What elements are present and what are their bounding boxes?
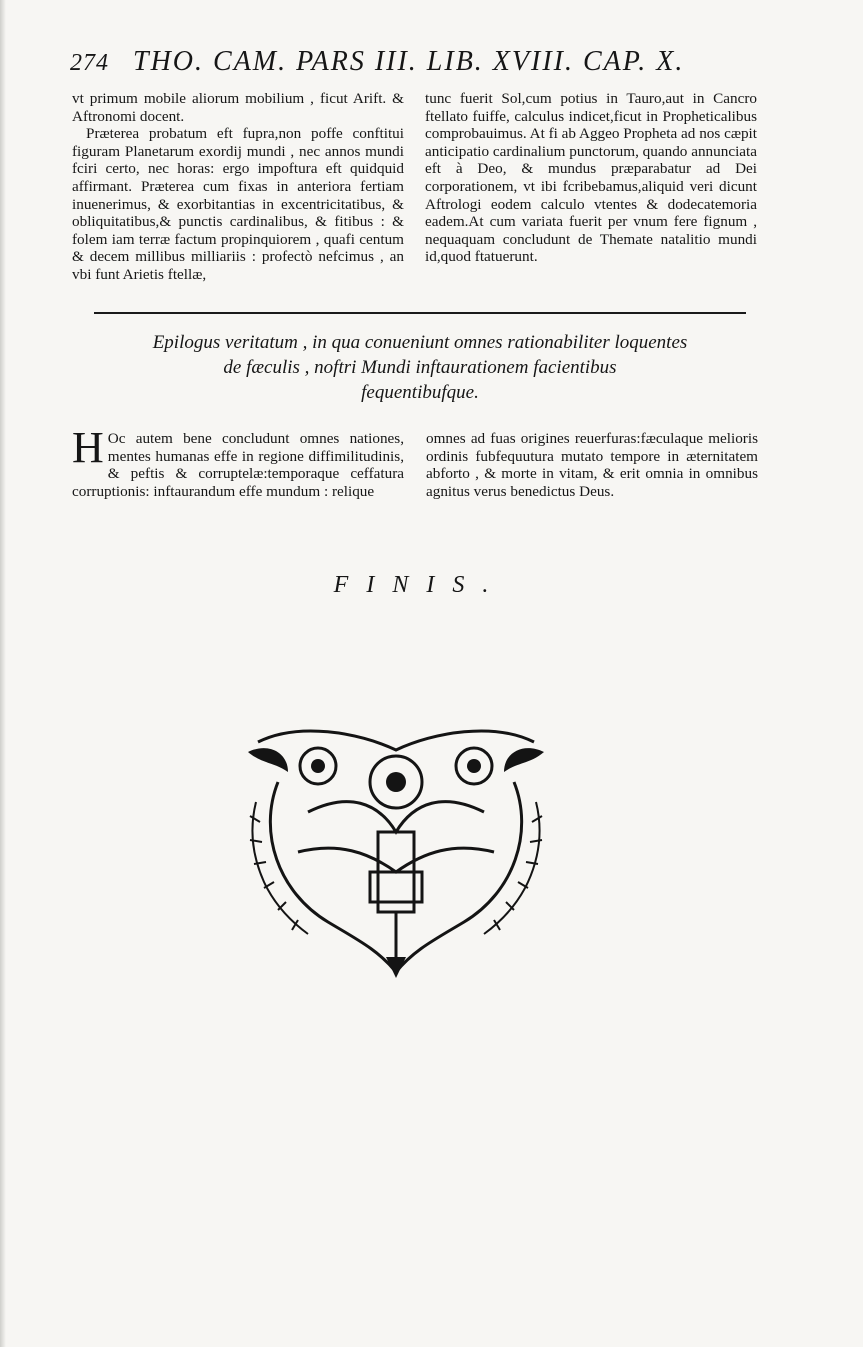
epilogue-heading <box>110 330 730 405</box>
page-edge-shadow <box>0 0 6 1347</box>
running-head <box>70 46 750 86</box>
top-right-column <box>425 90 757 266</box>
drop-cap: H <box>72 423 104 472</box>
top-left-column <box>72 90 404 284</box>
running-title: THO. CAM. PARS III. LIB. XVIII. CAP. X. <box>133 46 685 77</box>
epilogue-line: fequentibufque. <box>361 382 479 403</box>
epilogue-line: Epilogus veritatum , in qua conueniunt omnes rationabiliter loquentes <box>152 332 688 353</box>
horizontal-rule <box>94 312 746 314</box>
woodcut-tailpiece-ornament-icon <box>238 722 554 980</box>
finis-text: FINIS. <box>333 572 507 598</box>
paragraph: Oc autem bene concludunt omnes nationes, mentes humanas effe in regione diffimilitudinis, & peftis & corruptelæ:temporaque ceffatura corruptionis: inftaurandum effe mundum : relique <box>72 430 404 500</box>
page-number: 274 <box>70 50 109 76</box>
epilogue-line: de fæculis , noftri Mundi inftaurationem facientibus <box>223 357 617 378</box>
paragraph: vt primum mobile aliorum mobilium , ficut Arift. & Aftronomi docent. <box>72 90 404 125</box>
paragraph: tunc fuerit Sol,cum potius in Tauro,aut in Cancro ftellato fuiffe, calculus indicet,ficut in Propheticalibus comprobauimus. At fi ab Aggeo Propheta ad nos cæpit anticipatio cardinalium punctorum, quando annunciata eft à Deo, & mundus præparabatur ad Dei corporationem, vt ibi fcribebamus,aliquid veri dicunt Aftrologi eodem calculo vtentes & dodecatemoria eadem.At cum variata fuerit per vnum fere fignum , nequaquam concludunt de Themate natalitio mundi id,quod ftatuerunt. <box>425 90 757 266</box>
bottom-left-column <box>72 423 404 500</box>
paragraph: Præterea probatum eft fupra,non poffe conftitui figuram Planetarum exordij mundi , nec annos mundi fciri certo, nec horas: ergo impoftura eft quidquid affirmant. Præterea cum fixas in anteriora fertiam inuenerimus, & exorbitantias in excentricitatibus, & obliquitatibus,& punctis cardinalibus, & fitibus : & folem iam terræ factum propinquiorem , quafi centum & decem millibus milliariis : profectò nefcimus , an vbi funt Arietis ftellæ, <box>72 125 404 283</box>
bottom-right-column <box>426 430 758 500</box>
paragraph: omnes ad fuas origines reuerfuras:fæculaque melioris ordinis fubfequutura mutato tempore in æternitatem abforto , & morte in vitam, & erit omnia in omnibus agnitus verus benedictus Deus. <box>426 430 758 500</box>
